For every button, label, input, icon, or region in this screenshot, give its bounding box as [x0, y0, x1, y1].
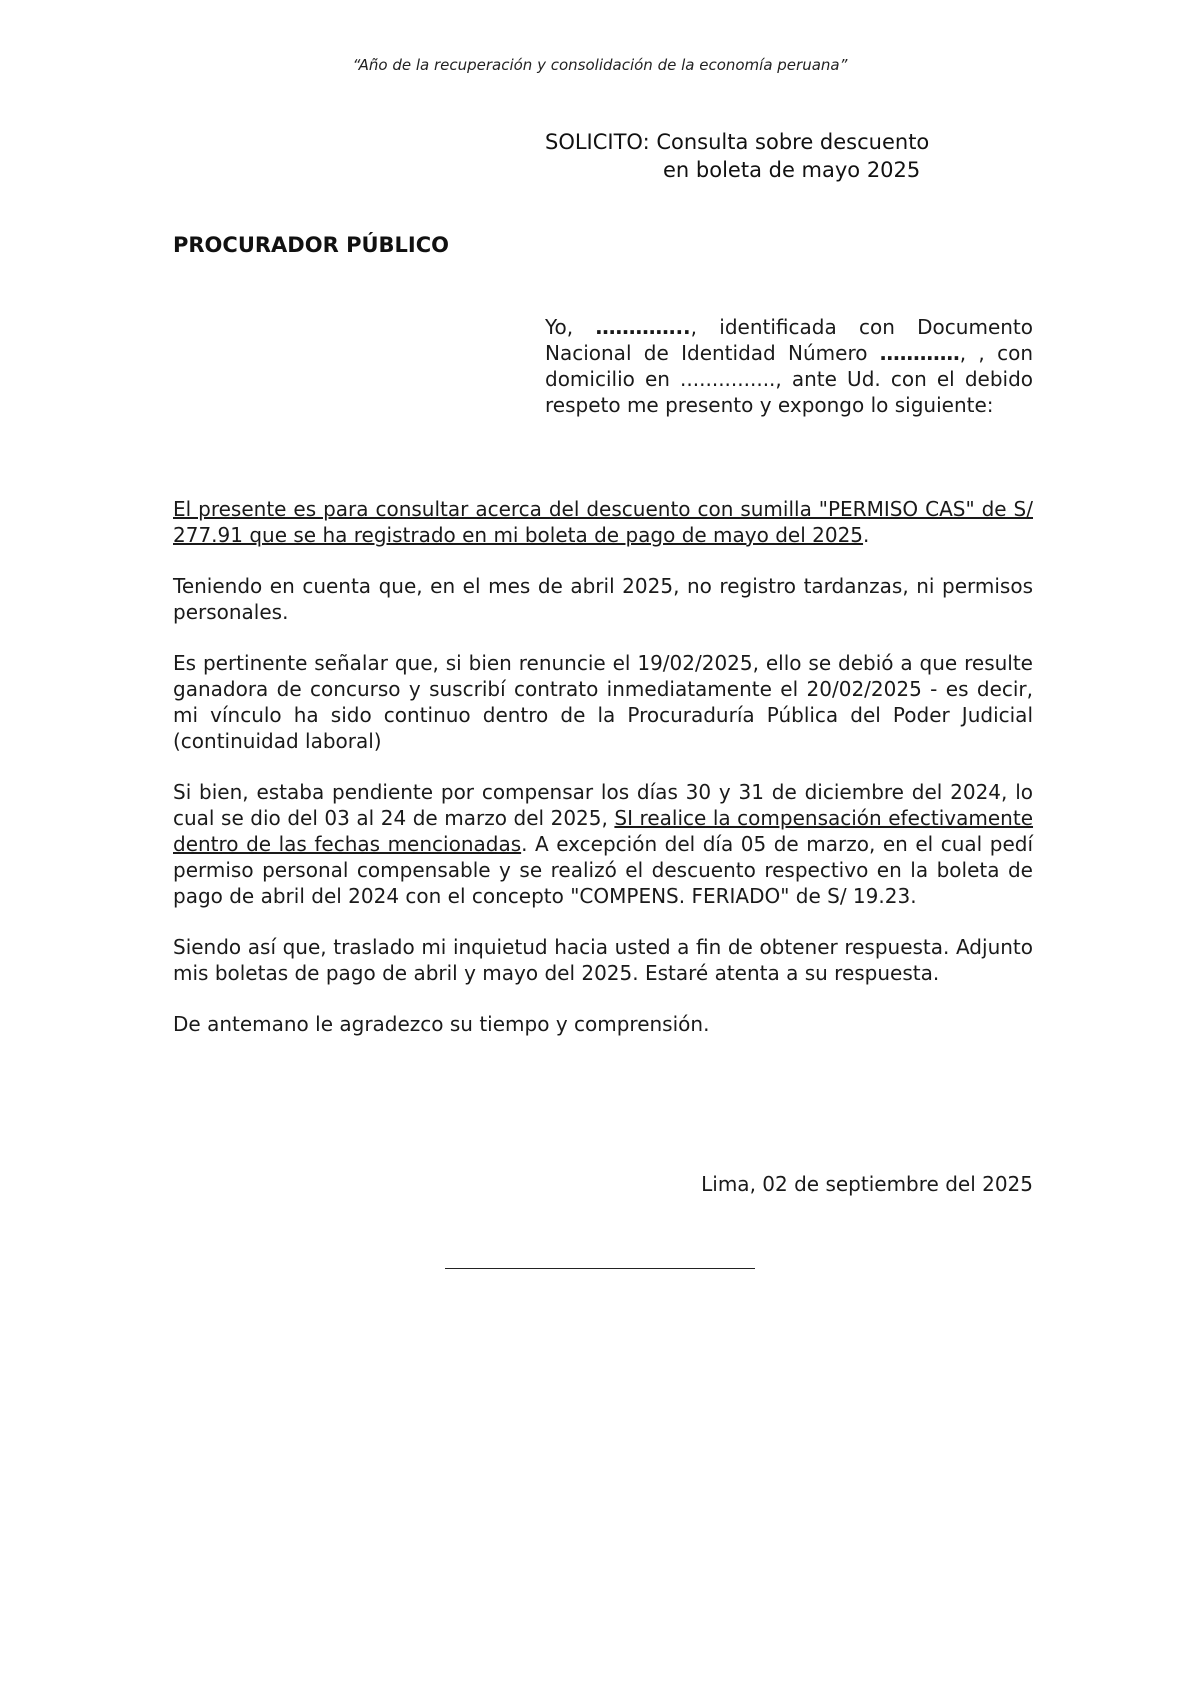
intro-after-name: ,: [690, 315, 697, 339]
signature-line: [445, 1268, 755, 1269]
name-placeholder: …………..: [595, 315, 691, 339]
paragraph-1: [173, 496, 1033, 548]
paragraph-1-end: .: [863, 523, 870, 547]
paragraph-4: [173, 779, 1033, 909]
intro-paragraph: [545, 314, 1033, 418]
paragraph-4-end: . A excepción del día 05 de marzo, en el cual pedí permiso personal compensable y se realizó el descuento respectivo en la boleta de pago de abril del 2024 con el concepto "COMPENS. FERIADO" de S/ 19.23.: [173, 832, 1033, 908]
paragraph-4-start: Si bien, estaba pendiente por compensar los días 30 y 31 de diciembre del 2024, lo cual se dio del 03 al 24 de marzo del 2025,: [173, 780, 1033, 830]
addressee-heading: PROCURADOR PÚBLICO: [173, 233, 449, 257]
dni-placeholder: …………: [879, 341, 960, 365]
date-line: Lima, 02 de septiembre del 2025: [701, 1172, 1033, 1196]
paragraph-3: Es pertinente señalar que, si bien renuncie el 19/02/2025, ello se debió a que resulte ganadora de concurso y suscribí contrato inmediatamente el 20/02/2025 - es decir, mi vínculo ha sido continuo dentro de la Procuraduría Pública del Poder Judicial (continuidad laboral): [173, 651, 1033, 753]
solicito-line-1: SOLICITO: Consulta sobre descuento: [545, 130, 930, 154]
paragraph-6: De antemano le agradezco su tiempo y comprensión.: [173, 1012, 710, 1036]
solicito-line-2: en boleta de mayo 2025: [663, 158, 921, 182]
intro-text-1: identificada con Documento Nacional de Identidad Número: [545, 315, 1034, 365]
solicito-block: [545, 128, 929, 184]
paragraph-5: Siendo así que, traslado mi inquietud hacia usted a fin de obtener respuesta. Adjunto mis boletas de pago de abril y mayo del 2025. Estaré atenta a su respuesta.: [173, 935, 1033, 985]
paragraph-2: Teniendo en cuenta que, en el mes de abril 2025, no registro tardanzas, ni permisos personales.: [173, 574, 1033, 624]
paragraph-4-underlined: SI realice la compensación efectivamente dentro de las fechas mencionadas: [173, 806, 1034, 856]
intro-text-2: , , con domicilio en ..............., ante Ud. con el debido respeto me presento y expongo lo siguiente:: [545, 341, 1033, 417]
intro-yo: Yo,: [545, 315, 596, 339]
letter-body: [173, 496, 1033, 1062]
paragraph-1-underlined: El presente es para consultar acerca del descuento con sumilla "PERMISO CAS" de S/ 277.91 que se ha registrado en mi boleta de pago de mayo del 2025: [173, 497, 1033, 547]
header-motto: “Año de la recuperación y consolidación de la economía peruana”: [352, 56, 848, 74]
